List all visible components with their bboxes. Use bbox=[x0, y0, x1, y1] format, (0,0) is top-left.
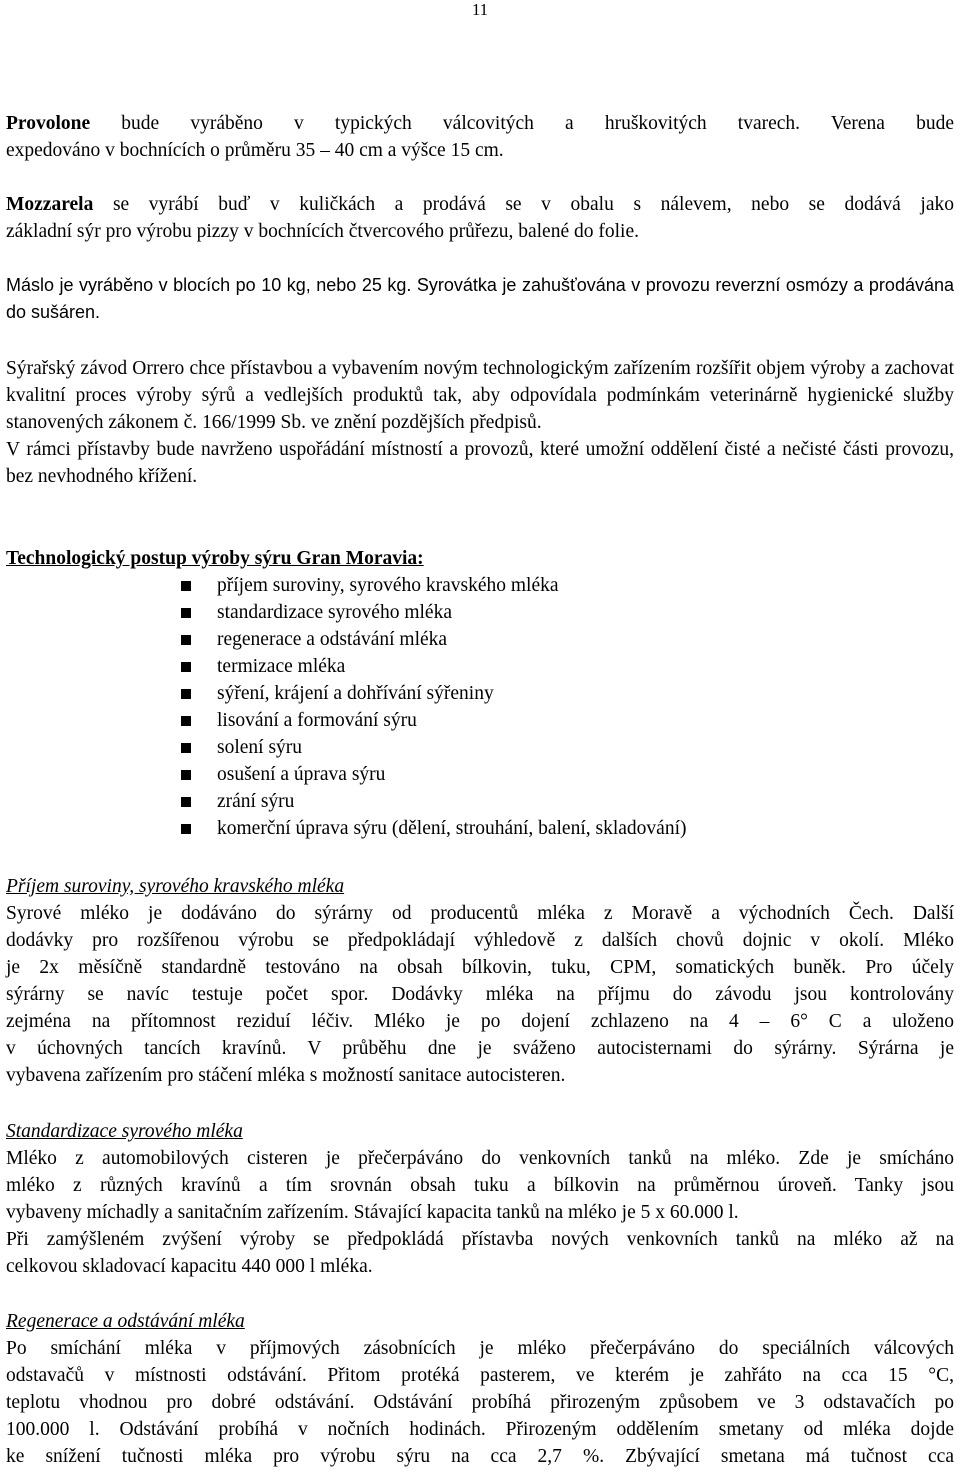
text-line: zejména na přítomnost reziduí léčiv. Mléko je po dojení zchlazeno na 4 – 6° C a uloženo bbox=[6, 1011, 954, 1032]
maslo-text: Máslo je vyráběno v blocích po 10 kg, nebo 25 kg. Syrovátka je zahušťována v provozu reverzní osmózy a prodávána do sušáren. bbox=[6, 275, 954, 322]
list-item: solení sýru bbox=[6, 734, 954, 761]
square-bullet-icon bbox=[181, 797, 191, 807]
list-item: zrání sýru bbox=[6, 788, 954, 815]
list-item: osušení a úprava sýru bbox=[6, 761, 954, 788]
square-bullet-icon bbox=[181, 743, 191, 753]
list-item: termizace mléka bbox=[6, 653, 954, 680]
text-line: vybaveny míchadly a sanitačním zařízením. Stávající kapacita tanků na mléko je 5 x 60.000 l. bbox=[6, 1202, 739, 1223]
list-item: komerční úprava sýru (dělení, strouhání, balení, skladování) bbox=[6, 815, 954, 842]
square-bullet-icon bbox=[181, 662, 191, 672]
mozzarela-text-line1: se vyrábí buď v kuličkách a prodává se v obalu s nálevem, nebo se dodává jako bbox=[112, 194, 954, 215]
maslo-paragraph bbox=[6, 272, 954, 326]
list-item: standardizace syrového mléka bbox=[6, 599, 954, 626]
provolone-term: Provolone bbox=[6, 113, 91, 134]
page-number: 11 bbox=[471, 0, 489, 19]
text-line: celkovou skladovací kapacitu 440 000 l mléka. bbox=[6, 1256, 373, 1277]
square-bullet-icon bbox=[181, 716, 191, 726]
text-line: sýrárny se navíc testuje počet spor. Dodávky mléka na příjmu do závodu jsou kontrolovány bbox=[6, 984, 954, 1005]
technology-steps-list bbox=[6, 572, 954, 842]
text-line: Syrové mléko je dodáváno do sýrárny od producentů mléka z Moravě a východních Čech. Další bbox=[6, 903, 954, 924]
text-line: Při zamýšleném zvýšení výroby se předpokládá přístavba nových venkovních tanků na mléko až na bbox=[6, 1229, 954, 1250]
text-line: Po smíchání mléka v příjmových zásobnících je mléko přečerpáváno do speciálních válcových bbox=[6, 1338, 954, 1359]
text-line: v úchovných tancích kravínů. V průběhu dne je sváženo autocisternami do sýrárny. Sýrárna je bbox=[6, 1038, 954, 1059]
text-line: 100.000 l. Odstávání probíhá v nočních hodinách. Přirozeným oddělením smetany od mléka dojde bbox=[6, 1419, 954, 1440]
zavod-text: Sýrařský závod Orrero chce přístavbou a vybavením novým technologickým zařízením rozšířit objem výroby a zachovat kvalitní proces výroby sýrů a vedlejších produktů tak, aby odpovídala podmínkám veterinárně hygienické služby stanovených zákonem č. 166/1999 Sb. ve znění pozdějších předpisů. bbox=[6, 358, 954, 433]
list-item: příjem suroviny, syrového kravského mléka bbox=[6, 572, 954, 599]
text-line: teplotu vhodnou pro dobré odstávání. Odstávání probíhá přirozeným způsobem ve 3 odstavačích po bbox=[6, 1392, 954, 1413]
text-line: vybavena zařízením pro stáčení mléka s možností sanitace autocisteren. bbox=[6, 1065, 566, 1086]
text-line: odstavačů v místnosti odstávání. Přitom protéká pasterem, ve kterém je zahřáto na cca 15 °C, bbox=[6, 1365, 954, 1386]
mozzarela-term: Mozzarela bbox=[6, 194, 94, 215]
text-line: je 2x měsíčně standardně testováno na obsah bílkovin, tuku, CPM, somatických buněk. Pro účely bbox=[6, 957, 954, 978]
square-bullet-icon bbox=[181, 608, 191, 618]
provolone-paragraph bbox=[6, 110, 954, 164]
zavod-paragraph bbox=[6, 355, 954, 490]
text-line: dodávky pro rozšířenou výrobu se předpokládají výhledově z dalších chovů dojnic v okolí. Mléko bbox=[6, 930, 954, 951]
section-standardizace bbox=[6, 1118, 954, 1280]
section-prijem bbox=[6, 873, 954, 1089]
mozzarela-paragraph bbox=[6, 191, 954, 245]
list-item: sýření, krájení a dohřívání sýřeniny bbox=[6, 680, 954, 707]
mozzarela-text-line2: základní sýr pro výrobu pizzy v bochnících čtvercového průřezu, balené do folie. bbox=[6, 221, 639, 242]
text-line: mléko z různých kravínů a tím srovnán obsah tuku a bílkovin na průměrnou úroveň. Tanky jsou bbox=[6, 1175, 954, 1196]
square-bullet-icon bbox=[181, 824, 191, 834]
list-item: lisování a formování sýru bbox=[6, 707, 954, 734]
provolone-text-line1: bude vyráběno v typických válcovitých a hruškovitých tvarech. Verena bude bbox=[121, 113, 955, 134]
section-title: Regenerace a odstávání mléka bbox=[6, 1311, 245, 1332]
list-item: regenerace a odstávání mléka bbox=[6, 626, 954, 653]
section-title: Standardizace syrového mléka bbox=[6, 1121, 243, 1142]
technology-section bbox=[6, 545, 954, 842]
section-title: Příjem suroviny, syrového kravského mléka bbox=[6, 876, 345, 897]
pristavba-text: V rámci přístavby bude navrženo uspořádání místností a provozů, které umožní oddělení čisté a nečisté části provozu, bez nevhodného křížení. bbox=[6, 439, 954, 487]
text-line: Mléko z automobilových cisteren je přečerpáváno do venkovních tanků na mléko. Zde je smícháno bbox=[6, 1148, 954, 1169]
square-bullet-icon bbox=[181, 581, 191, 591]
square-bullet-icon bbox=[181, 770, 191, 780]
text-line: ke snížení tučnosti mléka pro výrobu sýru na cca 2,7 %. Zbývající smetana má tučnost cca bbox=[6, 1446, 954, 1467]
section-regenerace bbox=[6, 1308, 954, 1470]
square-bullet-icon bbox=[181, 689, 191, 699]
provolone-text-line2: expedováno v bochnících o průměru 35 – 40 cm a výšce 15 cm. bbox=[6, 140, 504, 161]
technology-heading: Technologický postup výroby sýru Gran Moravia: bbox=[6, 548, 424, 569]
square-bullet-icon bbox=[181, 635, 191, 645]
